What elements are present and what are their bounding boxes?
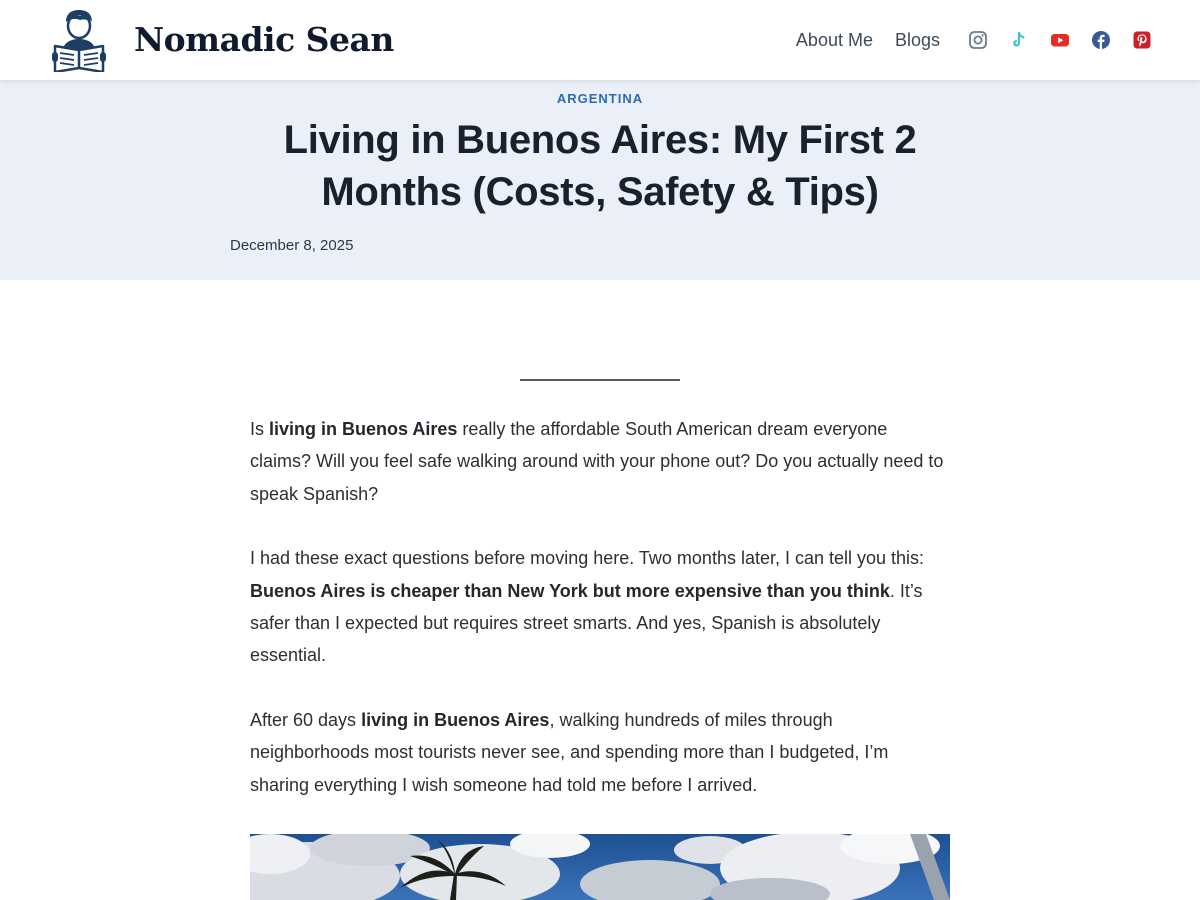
paragraph-intro [250,413,950,510]
post-title: Living in Buenos Aires: My First 2 Months (Costs, Safety & Tips) [283,118,917,214]
post-content [250,413,950,833]
text: Is [250,419,270,439]
pinterest-icon[interactable] [1132,30,1152,50]
instagram-icon[interactable] [968,30,988,50]
social-links [968,30,1152,50]
paragraph-summary [250,704,950,801]
bold-text: Buenos Aires is cheaper than New York but more expensive than you think [250,580,890,601]
nav-about-me[interactable]: About Me [795,29,873,50]
site-title[interactable]: Nomadic Sean [134,20,394,59]
main-nav [796,0,1200,80]
text: After 60 days [250,709,362,730]
text: , walking hundreds of miles through neighborhoods most tourists never see, and spending more than I budgeted, I’m sharing everything I wish someone had told me before I arrived. [250,709,889,795]
site-header [0,0,1200,80]
bold-text: living in Buenos Aires [361,709,550,730]
site-logo-link[interactable] [52,8,394,72]
facebook-icon[interactable] [1091,30,1111,50]
text: I had these exact questions before moving here. Two months later, I can tell you this: [250,548,925,569]
featured-image [250,834,950,900]
text: . It’s safer than I expected but requires street smarts. And yes, Spanish is absolutely essential. [250,580,923,666]
category-link[interactable]: ARGENTINA [556,91,644,106]
youtube-icon[interactable] [1050,30,1070,50]
bold-text: living in Buenos Aires [269,419,458,439]
paragraph-answer [250,542,950,672]
tiktok-icon[interactable] [1009,30,1029,50]
reader-with-book-icon [52,8,106,72]
nav-blogs[interactable]: Blogs [894,29,940,50]
text: really the affordable South American dream everyone claims? Will you feel safe walking around with your phone out? Do you actually need to speak Spanish? [250,419,944,504]
post-hero [0,80,1200,280]
post-date: December 8, 2025 [230,237,354,254]
content-divider [520,379,680,381]
